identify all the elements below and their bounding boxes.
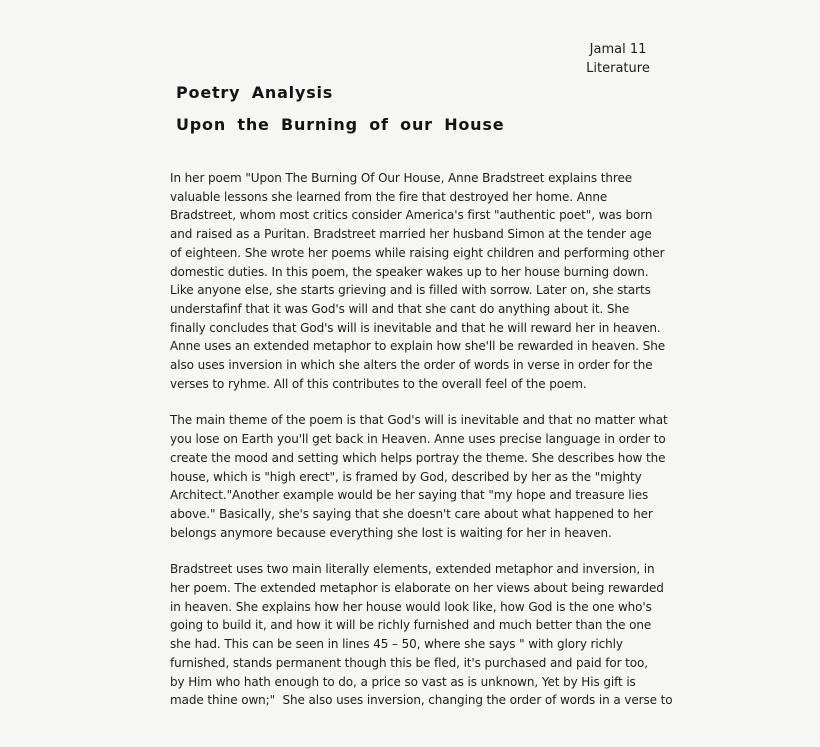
assignment-title: Poetry Analysis xyxy=(176,83,334,102)
student-name: Jamal 11 xyxy=(589,42,647,57)
text-line: Bradstreet uses two main literally elements, extended metaphor and inversion, in xyxy=(170,562,655,577)
text-line: of eighteen. She wrote her poems while raising eight children and performing other xyxy=(170,245,665,260)
text-line: house, which is "high erect", is framed by God, described by her as the "mighty xyxy=(170,469,642,484)
text-line: you lose on Earth you'll get back in Heaven. Anne uses precise language in order to xyxy=(170,432,666,447)
text-line: create the mood and setting which helps portray the theme. She describes how the xyxy=(170,450,666,465)
text-line: belongs anymore because everything she lost is waiting for her in heaven. xyxy=(170,525,612,540)
text-line: above." Basically, she's saying that she doesn't care about what happened to her xyxy=(170,506,653,521)
text-line: her poem. The extended metaphor is elaborate on her views about being rewarded xyxy=(170,581,664,596)
course-name: Literature xyxy=(586,61,650,76)
text-line: also uses inversion in which she alters the order of words in verse in order for the xyxy=(170,358,653,373)
page-header xyxy=(553,40,683,78)
text-line: and raised as a Puritan. Bradstreet married her husband Simon at the tender age xyxy=(170,227,652,242)
text-line: furnished, stands permanent though this be fled, it's purchased and paid for too, xyxy=(170,655,648,670)
essay-paragraph-3 xyxy=(170,560,690,710)
essay-paragraph-2 xyxy=(170,411,690,542)
essay-title: Upon the Burning of our House xyxy=(176,115,505,134)
text-line: valuable lessons she learned from the fire that destroyed her home. Anne xyxy=(170,189,608,204)
text-line: Architect."Another example would be her saying that "my hope and treasure lies xyxy=(170,488,649,503)
text-line: finally concludes that God's will is inevitable and that he will reward her in heaven. xyxy=(170,320,661,335)
essay-paragraph-1 xyxy=(170,169,690,393)
text-line: Like anyone else, she starts grieving and is filled with sorrow. Later on, she starts xyxy=(170,283,651,298)
text-line: Anne uses an extended metaphor to explain how she'll be rewarded in heaven. She xyxy=(170,339,666,354)
text-line: verses to ryhme. All of this contributes to the overall feel of the poem. xyxy=(170,376,587,391)
text-line: in heaven. She explains how her house would look like, how God is the one who's xyxy=(170,599,652,614)
text-line: by Him who hath enough to do, a price so vast as is unknown, Yet by His gift is xyxy=(170,674,636,689)
text-line: she had. This can be seen in lines 45 – 50, where she says " with glory richly xyxy=(170,637,623,652)
text-line: In her poem "Upon The Burning Of Our House, Anne Bradstreet explains three xyxy=(170,171,633,185)
text-line: Bradstreet, whom most critics consider America's first "authentic poet", was born xyxy=(170,208,653,223)
essay-body xyxy=(170,169,690,728)
text-line: domestic duties. In this poem, the speaker wakes up to her house burning down. xyxy=(170,264,649,279)
text-line: made thine own;" She also uses inversion, changing the order of words in a verse to xyxy=(170,693,673,708)
text-line: going to build it, and how it will be richly furnished and much better than the one xyxy=(170,618,652,633)
text-line: understafinf that it was God's will and that she cant do anything about it. She xyxy=(170,301,630,316)
text-line: The main theme of the poem is that God's will is inevitable and that no matter what xyxy=(170,413,668,428)
